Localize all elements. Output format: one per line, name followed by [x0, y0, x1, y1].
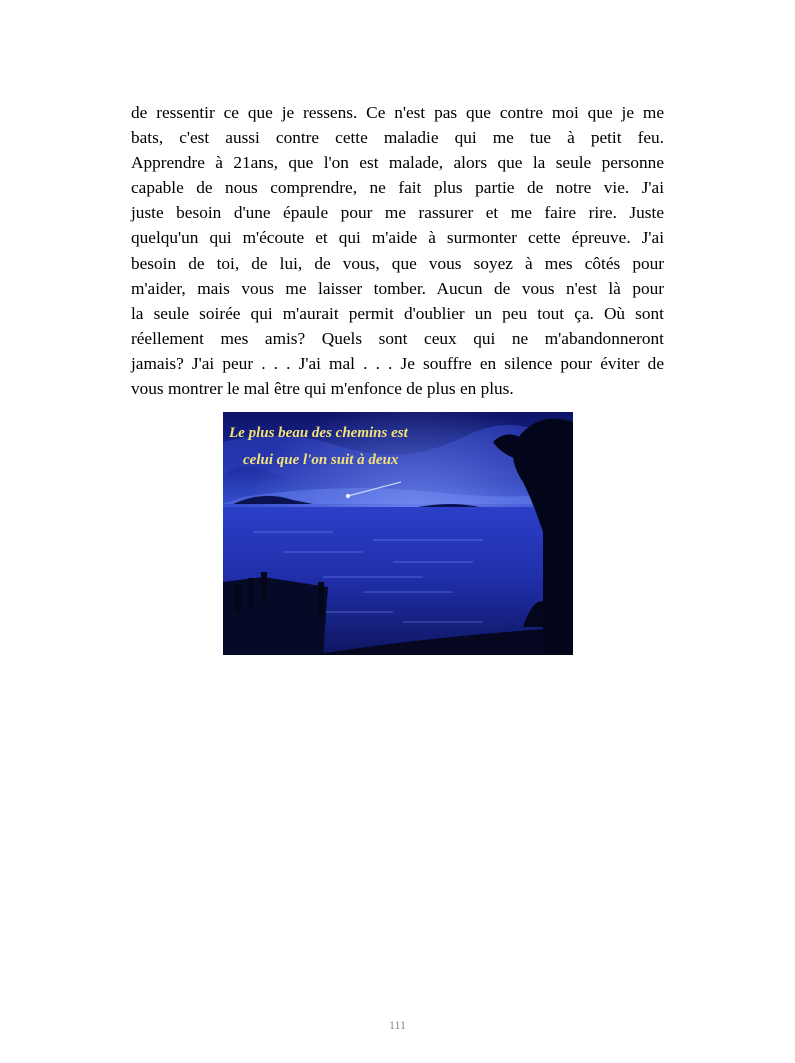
text-line: quelqu'un qui m'écoute et qui m'aide à surmonter cette épreuve. J'ai: [131, 228, 664, 248]
body-paragraph: [131, 100, 664, 401]
caption-line-2: celui que l'on suit à deux: [243, 452, 399, 468]
text-line: jamais? J'ai peur . . . J'ai mal . . . Je souffre en silence pour éviter de: [131, 353, 664, 373]
caption-line-1: Le plus beau des chemins est: [229, 425, 408, 441]
text-line: bats, c'est aussi contre cette maladie qui me tue à petit feu.: [131, 128, 664, 148]
text-line: réellement mes amis? Quels sont ceux qui ne m'abandonneront: [131, 328, 664, 348]
text-line: juste besoin d'une épaule pour me rassurer et me faire rire. Juste: [131, 203, 664, 223]
text-line: Apprendre à 21ans, que l'on est malade, alors que la seule personne: [131, 153, 664, 173]
text-line: m'aider, mais vous me laisser tomber. Aucun de vous n'est là pour: [131, 278, 664, 298]
text-line: la seule soirée qui m'aurait permit d'oublier un peu tout ça. Où sont: [131, 303, 664, 323]
text-line: capable de nous comprendre, ne fait plus partie de notre vie. J'ai: [131, 178, 664, 198]
night-lake-illustration: [223, 412, 573, 655]
star: [346, 494, 350, 498]
text-line: besoin de toi, de lui, de vous, que vous soyez à mes côtés pour: [131, 253, 664, 273]
night-lake-scene: [223, 412, 573, 655]
text-line: de ressentir ce que je ressens. Ce n'est pas que contre moi que je me: [131, 103, 664, 122]
page-number: 111: [388, 1018, 407, 1032]
text-line: vous montrer le mal être qui m'enfonce de plus en plus.: [131, 379, 514, 399]
